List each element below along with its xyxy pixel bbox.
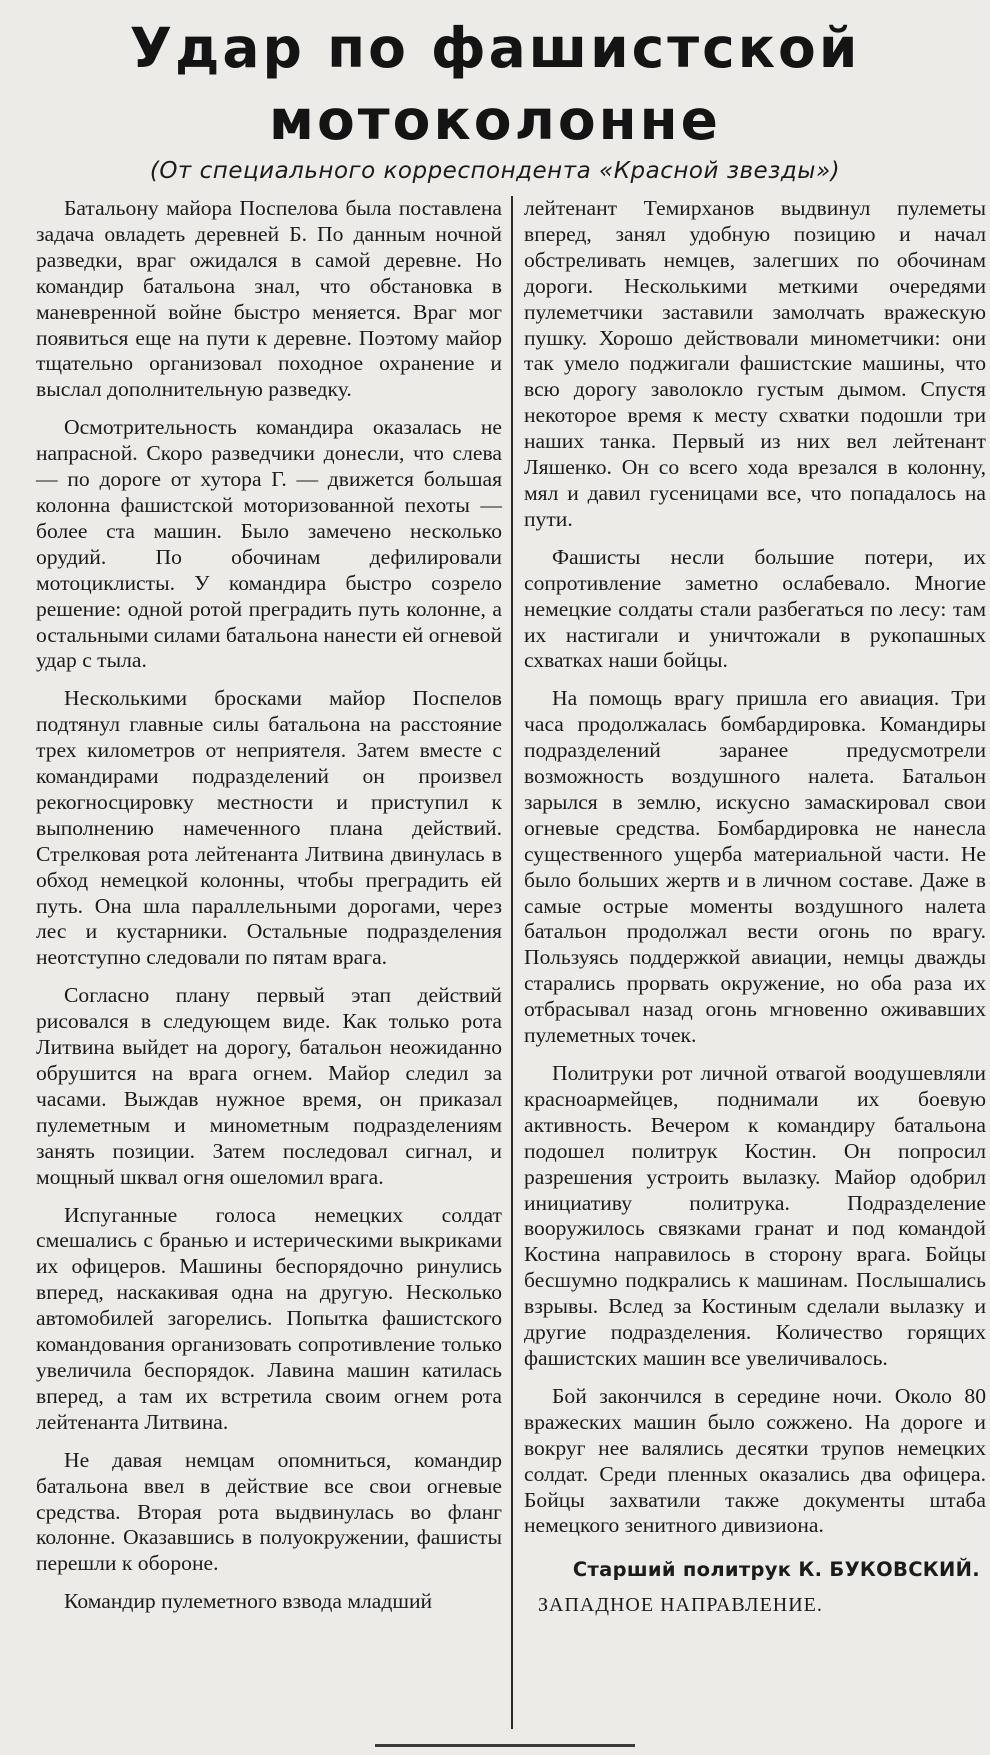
- paragraph: Фашисты несли большие потери, их сопротивление заметно ослабевало. Многие немецкие солдаты стали разбегаться по лесу: там их настигали и уничтожали в рукопашных схватках наши бойцы.: [524, 544, 986, 673]
- paragraph: Батальону майора Поспелова была поставлена задача овладеть деревней Б. По данным ночной разведки, враг ожидался в самой деревне. Но командир батальона знал, что обстановка в маневренной войне быстро меняется. Враг мог появиться еще на пути к деревне. Поэтому майор тщательно организовал походное охранение и выслал дополнительную разведку.: [36, 196, 502, 402]
- paragraph: Политруки рот личной отвагой воодушевляли красноармейцев, поднимали их боевую активность. Вечером к командиру батальона подошел политрук Костин. Он попросил разрешения устроить вылазку. Майор одобрил инициативу политрука. Подразделение вооружилось связками гранат и под командой Костина направилось в сторону врага. Бойцы бесшумно подкрались к машинам. Послышались взрывы. Вслед за Костиным сделали вылазку и другие подразделения. Количество горящих фашистских машин все увеличивалось.: [524, 1061, 986, 1370]
- paragraph: Испуганные голоса немецких солдат смешались с бранью и истерическими выкриками их офицеров. Машины беспорядочно ринулись вперед, наскакивая одна на другую. Несколько автомобилей загорелись. Попытка фашистского командования организовать сопротивление только увеличила беспорядок. Лавина машин катилась вперед, а там их встретила своим огнем рота лейтенанта Литвина.: [36, 1202, 502, 1434]
- paragraph-continued: лейтенант Темирханов выдвинул пулеметы вперед, занял удобную позицию и начал обстреливать немцев, залегших по обочинам дороги. Несколькими меткими очередями пулеметчики заставили замолчать вражескую пушку. Хорошо действовали минометчики: они так умело поджигали фашистские машины, что всю дорогу заволокло густым дымом. Спустя некоторое время к месту схватки подошли три наших танка. Первый из них вел лейтенант Ляшенко. Он со всего хода врезался в колонну, мял и давил гусеницами все, что попадалось на пути.: [524, 196, 986, 531]
- paragraph: Осмотрительность командира оказалась не напрасной. Скоро разведчики донесли, что слева — по дороге от хутора Г. — движется большая колонна фашистской моторизованной пехоты — более ста машин. Было замечено несколько орудий. По обочинам дефилировали мотоциклисты. У командира быстро созрело решение: одной ротой преградить путь колонне, а остальными силами батальона нанести ей огневой удар с тыла.: [36, 415, 502, 673]
- headline-line-1: Удар по фашистской: [129, 16, 861, 80]
- column-divider: [511, 196, 513, 1729]
- paragraph: На помощь врагу пришла его авиация. Три часа продолжалась бомбардировка. Командиры подразделений заранее предусмотрели возможность воздушного налета. Батальон зарылся в землю, искусно замаскировал свои огневые средства. Бомбардировка не нанесла существенного ущерба материальной части. Не было больших жертв и в личном составе. Даже в самые острые моменты воздушного налета батальон продолжал вести огонь по врагу. Пользуясь поддержкой авиации, немцы дважды старались прорвать окружение, но оба раза их отбрасывал назад огонь мгновенно оживавших пулеметных точек.: [524, 686, 986, 1048]
- headline-line-2: мотоколонне: [269, 88, 721, 152]
- paragraph: Согласно плану первый этап действий рисовался в следующем виде. Как только рота Литвина выйдет на дорогу, батальон неожиданно обрушится на врага огнем. Майор следил за часами. Выждав нужное время, он приказал пулеметным и минометным подразделениям занять позиции. Затем последовал сигнал, и мощный шквал огня ошеломил врага.: [36, 983, 502, 1189]
- bottom-divider: [375, 1744, 635, 1747]
- author-signature: Старший политрук К. БУКОВСКИЙ.: [572, 1558, 980, 1582]
- paragraph: Не давая немцам опомниться, командир батальона ввел в действие все свои огневые средства. Вторая рота выдвинулась во фланг колонне. Оказавшись в полуокружении, фашисты перешли к обороне.: [36, 1447, 502, 1576]
- paragraph: Бой закончился в середине ночи. Около 80 вражеских машин было сожжено. На дороге и вокруг нее валялись десятки трупов немецких солдат. Среди пленных оказались два офицера. Бойцы захватили также документы штаба немецкого зенитного дивизиона.: [524, 1383, 986, 1538]
- paragraph: Командир пулеметного взвода младший: [64, 1589, 433, 1614]
- correspondent-dateline: (От специального корреспондента «Красной звезды»): [149, 158, 841, 184]
- paragraph: Несколькими бросками майор Поспелов подтянул главные силы батальона на расстояние трех километров от неприятеля. Затем вместе с командирами подразделений он произвел рекогносцировку местности и приступил к выполнению намеченного плана действий. Стрелковая рота лейтенанта Литвина двинулась в обход немецкой колонны, чтобы преградить ей путь. Она шла параллельными дорогами, через лес и кустарники. Остальные подразделения неотступно следовали по пятам врага.: [36, 686, 502, 970]
- article-column-right: [524, 196, 986, 1731]
- location-line: ЗАПАДНОЕ НАПРАВЛЕНИЕ.: [538, 1594, 823, 1617]
- article-column-left: [36, 196, 502, 1731]
